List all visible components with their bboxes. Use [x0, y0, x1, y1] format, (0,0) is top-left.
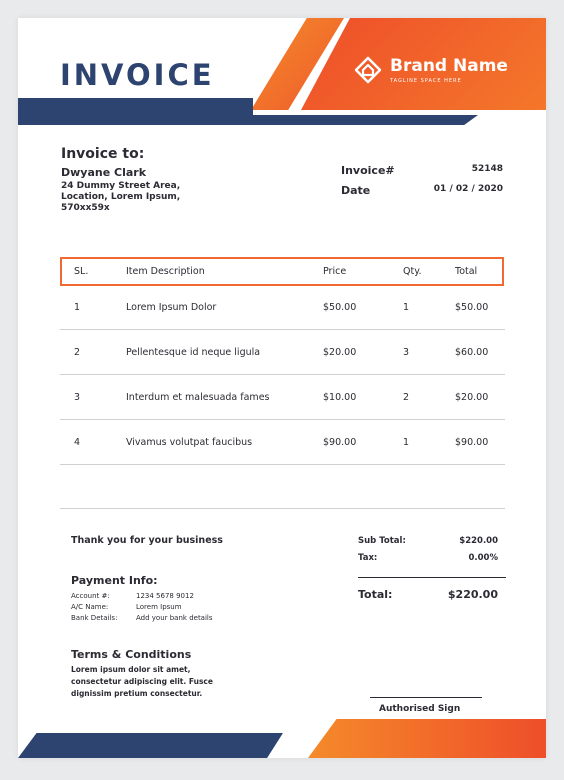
footer-blue-band	[18, 733, 283, 758]
payment-info	[71, 591, 213, 624]
cell-sl: 1	[60, 285, 126, 330]
summary-block	[358, 536, 498, 570]
cell-qty: 2	[403, 375, 455, 420]
cell-price: $10.00	[323, 375, 403, 420]
items-table	[60, 257, 505, 465]
cell-price: $20.00	[323, 330, 403, 375]
table-header-row	[60, 257, 505, 285]
cell-total: $60.00	[455, 330, 505, 375]
table-row	[60, 285, 505, 330]
cell-description: Lorem Ipsum Dolor	[126, 285, 323, 330]
payment-row	[71, 602, 213, 613]
col-header-total: Total	[455, 265, 478, 277]
invoice-date-label: Date	[341, 184, 371, 197]
cell-description: Interdum et malesuada fames	[126, 375, 323, 420]
total-value: $220.00	[447, 588, 498, 601]
terms-text	[71, 664, 241, 700]
cell-price: $90.00	[323, 420, 403, 465]
address-line-1: 24 Dummy Street Area,	[61, 181, 181, 191]
payment-value: Lorem Ipsum	[136, 603, 182, 611]
signature-line	[370, 697, 482, 698]
terms-heading: Terms & Conditions	[71, 648, 192, 661]
payment-row	[71, 591, 213, 602]
table-bottom-divider	[60, 508, 505, 509]
payment-value: 1234 5678 9012	[136, 592, 194, 600]
tax-row	[358, 553, 498, 563]
thank-you-note: Thank you for your business	[71, 535, 223, 546]
invoice-meta	[341, 164, 503, 204]
brand-logo-icon	[354, 56, 382, 84]
payment-row	[71, 613, 213, 624]
col-header-qty: Qty.	[403, 265, 422, 277]
tax-value: 0.00%	[468, 553, 498, 563]
cell-qty: 1	[403, 285, 455, 330]
col-header-price: Price	[323, 265, 347, 277]
payment-key: A/C Name:	[71, 603, 109, 611]
tax-label: Tax:	[358, 553, 378, 563]
subtotal-row	[358, 536, 498, 546]
col-header-sl: SL.	[74, 265, 89, 277]
cell-description: Vivamus volutpat faucibus	[126, 420, 323, 465]
subtotal-value: $220.00	[459, 536, 498, 546]
terms-line-3: dignissim pretium consectetur.	[71, 689, 203, 698]
table-row	[60, 420, 505, 465]
cell-total: $50.00	[455, 285, 505, 330]
invoice-number-value: 52148	[471, 164, 503, 174]
invoice-sheet	[18, 18, 546, 758]
invoice-date-row	[341, 184, 503, 197]
table-row	[60, 375, 505, 420]
customer-address	[61, 181, 211, 214]
invoice-number-row	[341, 164, 503, 177]
signature-label: Authorised Sign	[379, 704, 461, 714]
payment-info-heading: Payment Info:	[71, 574, 158, 587]
total-label: Total:	[358, 588, 393, 601]
brand-tagline: TAGLINE SPACE HERE	[390, 77, 462, 84]
cell-sl: 3	[60, 375, 126, 420]
customer-name: Dwyane Clark	[61, 166, 147, 179]
cell-price: $50.00	[323, 285, 403, 330]
payment-key: Bank Details:	[71, 614, 118, 622]
address-line-2: Location, Lorem Ipsum,	[61, 192, 181, 202]
invoice-title: INVOICE	[60, 58, 215, 92]
cell-description: Pellentesque id neque ligula	[126, 330, 323, 375]
total-row	[358, 588, 498, 601]
invoice-date-value: 01 / 02 / 2020	[433, 184, 503, 194]
header-blue-stripe	[18, 115, 478, 125]
table-row	[60, 330, 505, 375]
terms-line-2: consectetur adipiscing elit. Fusce	[71, 677, 213, 686]
cell-sl: 4	[60, 420, 126, 465]
cell-sl: 2	[60, 330, 126, 375]
col-header-description: Item Description	[126, 265, 205, 277]
terms-line-1: Lorem ipsum dolor sit amet,	[71, 665, 191, 674]
cell-total: $90.00	[455, 420, 505, 465]
payment-key: Account #:	[71, 592, 110, 600]
cell-qty: 3	[403, 330, 455, 375]
address-line-3: 570xx59x	[61, 203, 110, 213]
payment-value: Add your bank details	[136, 614, 213, 622]
invoice-to-heading: Invoice to:	[61, 146, 145, 162]
summary-divider	[358, 577, 506, 578]
brand-name: Brand Name	[390, 55, 508, 76]
footer-orange-band	[308, 719, 546, 758]
brand-block	[354, 56, 508, 84]
invoice-number-label: Invoice#	[341, 164, 395, 177]
cell-qty: 1	[403, 420, 455, 465]
subtotal-label: Sub Total:	[358, 536, 406, 546]
cell-total: $20.00	[455, 375, 505, 420]
